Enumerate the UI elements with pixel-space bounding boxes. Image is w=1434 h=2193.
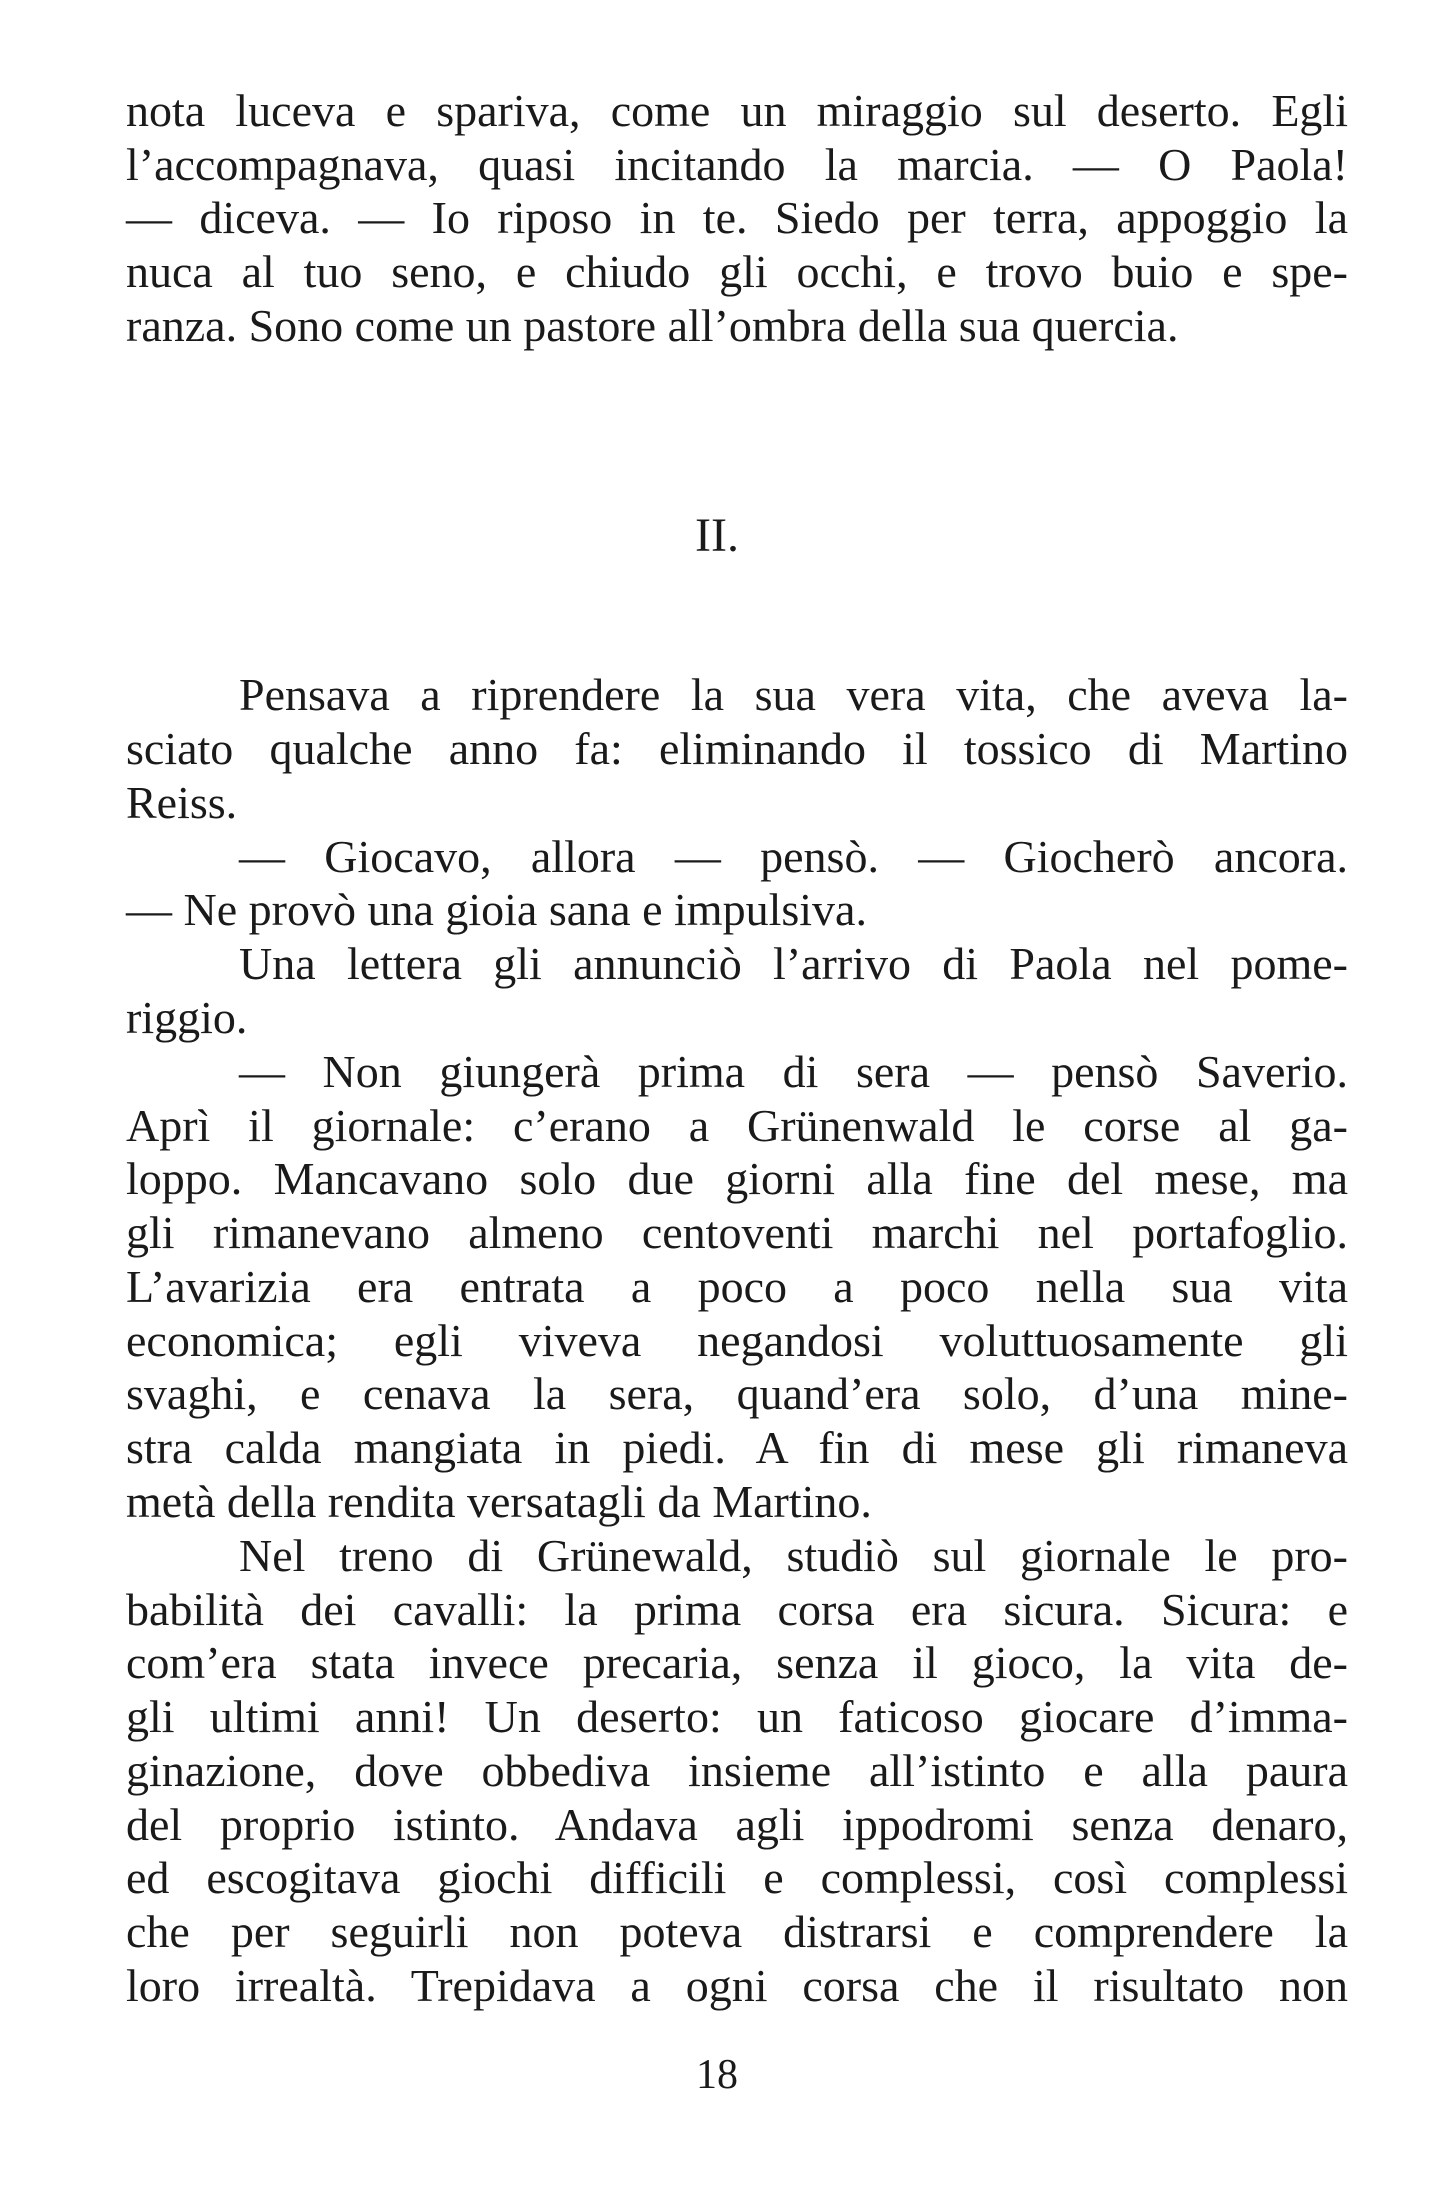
page-number: 18 (696, 2052, 738, 2098)
text-line: metà della rendita versatagli da Martino. (126, 1476, 872, 1527)
text-line: L’avarizia era entrata a poco a poco nella sua vita (126, 1261, 1348, 1312)
text-line: gli ultimi anni! Un deserto: un faticoso giocare d’imma- (126, 1691, 1348, 1742)
text-line: che per seguirli non poteva distrarsi e comprendere la (126, 1906, 1348, 1957)
text-line: Pensava a riprendere la sua vera vita, che aveva la- (239, 669, 1348, 720)
text-line: loppo. Mancavano solo due giorni alla fine del mese, ma (126, 1153, 1348, 1204)
text-line: ranza. Sono come un pastore all’ombra della sua quercia. (126, 300, 1179, 351)
text-line: stra calda mangiata in piedi. A fin di mese gli rimaneva (126, 1422, 1348, 1473)
text-line: loro irrealtà. Trepidava a ogni corsa che il risultato non (126, 1960, 1348, 2011)
text-line: nota luceva e spariva, come un miraggio sul deserto. Egli (126, 85, 1348, 136)
text-line: Una lettera gli annunciò l’arrivo di Paola nel pome- (239, 938, 1348, 989)
text-line: — Non giungerà prima di sera — pensò Saverio. (239, 1046, 1348, 1097)
text-line: riggio. (126, 992, 248, 1043)
text-line: l’accompagnava, quasi incitando la marcia. — O Paola! (126, 139, 1348, 190)
text-line: economica; egli viveva negandosi voluttuosamente gli (126, 1315, 1348, 1366)
text-line: ginazione, dove obbediva insieme all’istinto e alla paura (126, 1745, 1348, 1796)
text-line: Aprì il giornale: c’erano a Grünenwald le corse al ga- (126, 1100, 1348, 1151)
text-line: com’era stata invece precaria, senza il gioco, la vita de- (126, 1637, 1348, 1688)
text-line: — Ne provò una gioia sana e impulsiva. (126, 884, 867, 935)
text-line: ed escogitava giochi difficili e complessi, così complessi (126, 1852, 1348, 1903)
text-line: del proprio istinto. Andava agli ippodromi senza denaro, (126, 1799, 1348, 1850)
chapter-heading: II. (695, 509, 739, 562)
text-line: babilità dei cavalli: la prima corsa era sicura. Sicura: e (126, 1584, 1348, 1635)
text-line: nuca al tuo seno, e chiudo gli occhi, e trovo buio e spe- (126, 246, 1348, 297)
text-line: — diceva. — Io riposo in te. Siedo per terra, appoggio la (126, 192, 1348, 243)
text-line: gli rimanevano almeno centoventi marchi nel portafoglio. (126, 1207, 1348, 1258)
text-line: sciato qualche anno fa: eliminando il tossico di Martino (126, 723, 1348, 774)
text-line: Nel treno di Grünewald, studiò sul giornale le pro- (239, 1530, 1348, 1581)
text-line: svaghi, e cenava la sera, quand’era solo, d’una mine- (126, 1368, 1348, 1419)
text-line: Reiss. (126, 777, 238, 828)
text-line: — Giocavo, allora — pensò. — Giocherò ancora. (239, 831, 1348, 882)
